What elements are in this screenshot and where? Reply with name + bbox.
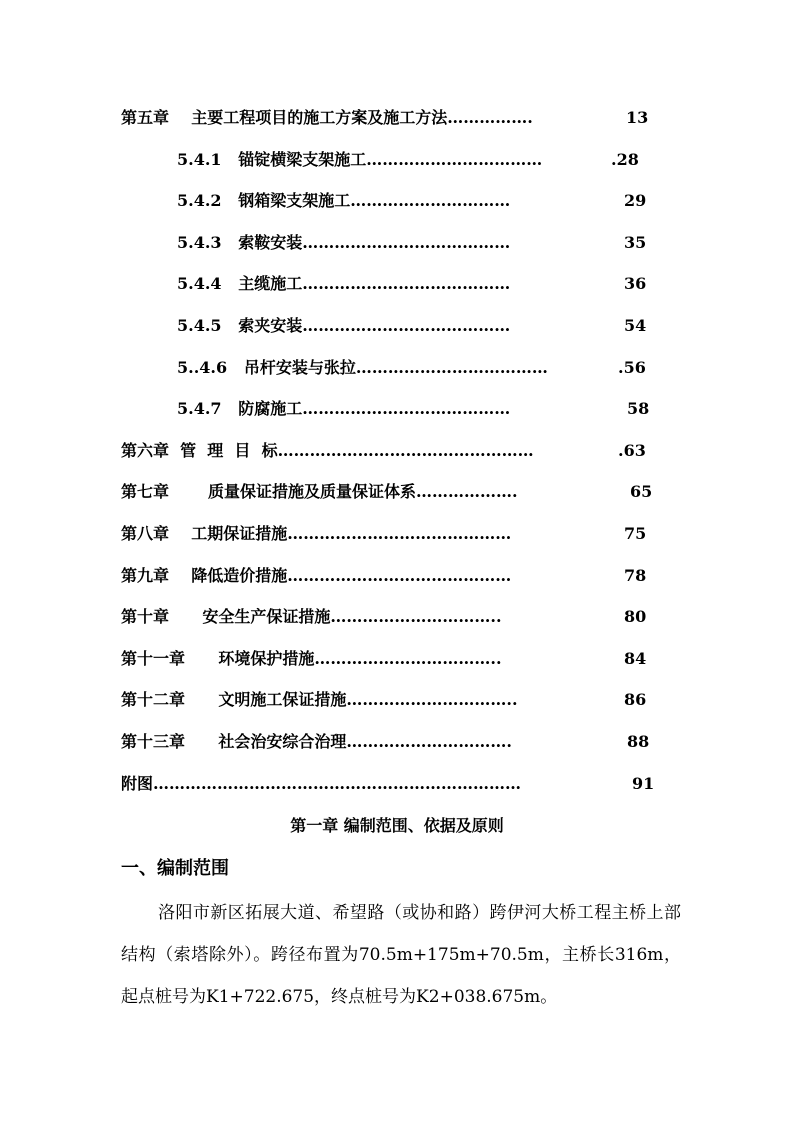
toc-entry-text: 第十章 安全生产保证措施…………………………..	[121, 607, 502, 626]
toc-entry-page: .28	[611, 150, 639, 169]
toc-entry-page: 35	[624, 233, 647, 252]
toc-entry-text: 5.4.5 索夹安装…………………………………	[177, 316, 511, 335]
toc-entry-text: 第八章 工期保证措施……………………………………	[121, 524, 512, 543]
toc-entry-text: 5.4.3 索鞍安装…………………………………	[177, 233, 511, 252]
toc-entry-text: 第六章 管 理 目 标…………………………………………	[121, 441, 534, 460]
toc-entry-text: 第十二章 文明施工保证措施…………………………..	[121, 690, 518, 709]
toc-entry-page: 75	[624, 524, 647, 543]
toc-entry-text: 第十一章 环境保护措施……………………………..	[121, 649, 502, 668]
toc-entry-page: .63	[618, 441, 646, 460]
toc-entry-text: 第十三章 社会治安综合治理………………………….	[121, 732, 512, 751]
toc-entry-text: 第五章 主要工程项目的施工方案及施工方法…………….	[121, 108, 533, 127]
toc-entry-text: 第九章 降低造价措施……………………………………	[121, 566, 512, 585]
toc-entry-page: 84	[624, 649, 647, 668]
toc-entry-page: 54	[624, 316, 647, 335]
toc-entry-text: 5..4.6 吊杆安装与张拉………………………………	[177, 358, 548, 377]
toc-entry-page: 13	[626, 108, 649, 127]
toc-entry-page: 91	[632, 774, 655, 793]
toc-entry-text: 5.4.1 锚锭横梁支架施工……………………………	[177, 150, 543, 169]
section-heading: 一、编制范围	[121, 858, 229, 879]
toc-entry-text: 5.4.2 钢箱梁支架施工…………………………	[177, 191, 511, 210]
toc-entry-text: 附图……………………………………………………………	[121, 774, 522, 793]
chapter-title: 第一章 编制范围、依据及原则	[290, 816, 504, 835]
toc-entry-page: 58	[627, 399, 650, 418]
toc-entry-text: 第七章 质量保证措施及质量保证体系……………….	[121, 482, 518, 501]
toc-entry-page: 88	[627, 732, 650, 751]
toc-entry-text: 5.4.7 防腐施工…………………………………	[177, 399, 511, 418]
toc-entry-page: 78	[624, 566, 647, 585]
toc-entry-page: .56	[618, 358, 646, 377]
toc-entry-text: 5.4.4 主缆施工…………………………………	[177, 274, 511, 293]
toc-entry-page: 86	[624, 690, 647, 709]
body-paragraph: 洛阳市新区拓展大道、希望路（或协和路）跨伊河大桥工程主桥上部结构（索塔除外）。跨径布置为70.5m+175m+70.5m，主桥长316m，起点桩号为K1+722.675，终点桩号为K2+038.675m。	[121, 903, 681, 1007]
toc-entry-page: 80	[624, 607, 647, 626]
toc-entry-page: 65	[630, 482, 653, 501]
toc-entry-page: 29	[624, 191, 647, 210]
toc-entry-page: 36	[624, 274, 647, 293]
